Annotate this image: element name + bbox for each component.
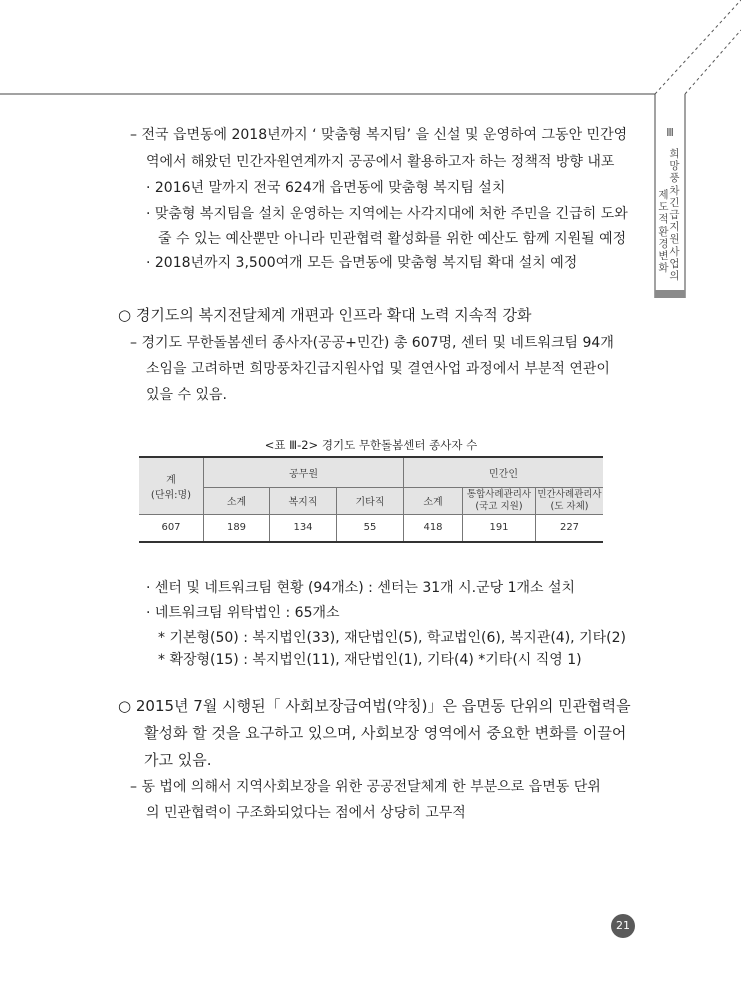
section-heading-3-line-2: 활성화 할 것을 요구하고 있으며, 사회보장 영역에서 중요한 변화를 이끌어	[144, 724, 627, 742]
private-case-manager-note: (도 자체)	[550, 500, 589, 512]
cell-total: 607	[139, 514, 204, 542]
basic-type-note: * 기본형(50) : 복지법인(33), 재단법인(5), 학교법인(6), 복지관(4), 기타(2)	[158, 630, 626, 646]
paragraph-1-line-1: – 전국 읍면동에 2018년까지 ‘ 맞춤형 복지팀’ 을 신설 및 운영하여 그동안 민간영	[130, 127, 628, 143]
center-status-note: · 센터 및 네트워크팀 현황 (94개소) : 센터는 31개 시.군당 1개소 설치	[146, 580, 576, 596]
paragraph-2-line-2: 소임을 고려하면 희망풍차긴급지원사업 및 결연사업 과정에서 부분적 연관이	[146, 361, 610, 377]
total-header	[139, 457, 204, 514]
chapter-number: Ⅲ	[666, 126, 674, 139]
integrated-case-manager-header	[463, 487, 536, 514]
paragraph-3-line-1: – 동 법에 의해서 지역사회보장을 위한 공공전달체계 한 부분으로 읍면동 단위	[130, 779, 601, 795]
section-heading-2: ○ 경기도의 복지전달체계 개편과 인프라 확대 노력 지속적 강화	[118, 306, 532, 324]
bullet-2-line-1: · 맞춤형 복지팀을 설치 운영하는 지역에는 사각지대에 처한 주민을 긴급히 도와	[146, 206, 628, 222]
staff-count-table	[139, 456, 603, 543]
bullet-3: · 2018년까지 3,500여개 모든 읍면동에 맞춤형 복지팀 확대 설치 예정	[146, 255, 578, 271]
public-subtotal-header: 소계	[204, 487, 270, 514]
side-tab-bar	[655, 290, 685, 298]
other-staff-header: 기타직	[337, 487, 404, 514]
cell-private-case-manager: 227	[536, 514, 604, 542]
unit-label: (단위:명)	[150, 489, 192, 501]
bullet-2-line-2: 줄 수 있는 예산뿐만 아니라 민관협력 활성화를 위한 예산도 함께 지원될 예정	[158, 231, 627, 247]
private-subtotal-header: 소계	[404, 487, 463, 514]
paragraph-3-line-2: 의 민관협력이 구조화되었다는 점에서 상당히 고무적	[146, 805, 466, 821]
paragraph-2-line-3: 있을 수 있음.	[146, 387, 227, 403]
section-heading-3-line-1: ○ 2015년 7월 시행된「 사회보장급여법(약칭)」은 읍면동 단위의 민관협력을	[118, 697, 631, 715]
chapter-title-line-2: 제도적환경변화	[658, 189, 669, 275]
extended-type-note: * 확장형(15) : 복지법인(11), 재단법인(1), 기타(4) *기타(시 직영 1)	[158, 652, 582, 668]
total-header-label: 계	[166, 474, 176, 486]
table-caption: <표 Ⅲ-2> 경기도 무한돌봄센터 종사자 수	[264, 438, 478, 452]
chapter-title-line-1: 희망풍차긴급지원사업의	[669, 148, 680, 283]
cell-private-subtotal: 418	[404, 514, 463, 542]
private-case-manager-header	[536, 487, 604, 514]
public-group-header: 공무원	[204, 457, 404, 487]
integrated-case-manager-note: (국고 지원)	[475, 500, 523, 512]
paragraph-1-line-2: 역에서 해왔던 민간자원연계까지 공공에서 활용하고자 하는 정책적 방향 내포	[146, 154, 615, 170]
network-team-note: · 네트워크팀 위탁법인 : 65개소	[146, 605, 340, 621]
welfare-staff-header: 복지직	[270, 487, 337, 514]
integrated-case-manager-label: 통합사례관리사	[466, 488, 532, 500]
cell-other-staff: 55	[337, 514, 404, 542]
cell-integrated-case-manager: 191	[463, 514, 536, 542]
cell-public-subtotal: 189	[204, 514, 270, 542]
corner-dashed-line-2	[685, 30, 741, 94]
chapter-side-tab	[655, 96, 685, 296]
page-number-badge: 21	[611, 914, 635, 938]
bullet-1: · 2016년 말까지 전국 624개 읍면동에 맞춤형 복지팀 설치	[146, 180, 506, 196]
section-heading-3-line-3: 가고 있음.	[144, 751, 212, 769]
paragraph-2-line-1: – 경기도 무한돌봄센터 종사자(공공+민간) 총 607명, 센터 및 네트워크팀 94개	[130, 335, 614, 351]
private-case-manager-label: 민간사례관리사	[537, 488, 602, 500]
cell-welfare-staff: 134	[270, 514, 337, 542]
private-group-header: 민간인	[404, 457, 604, 487]
table-row	[139, 514, 603, 542]
